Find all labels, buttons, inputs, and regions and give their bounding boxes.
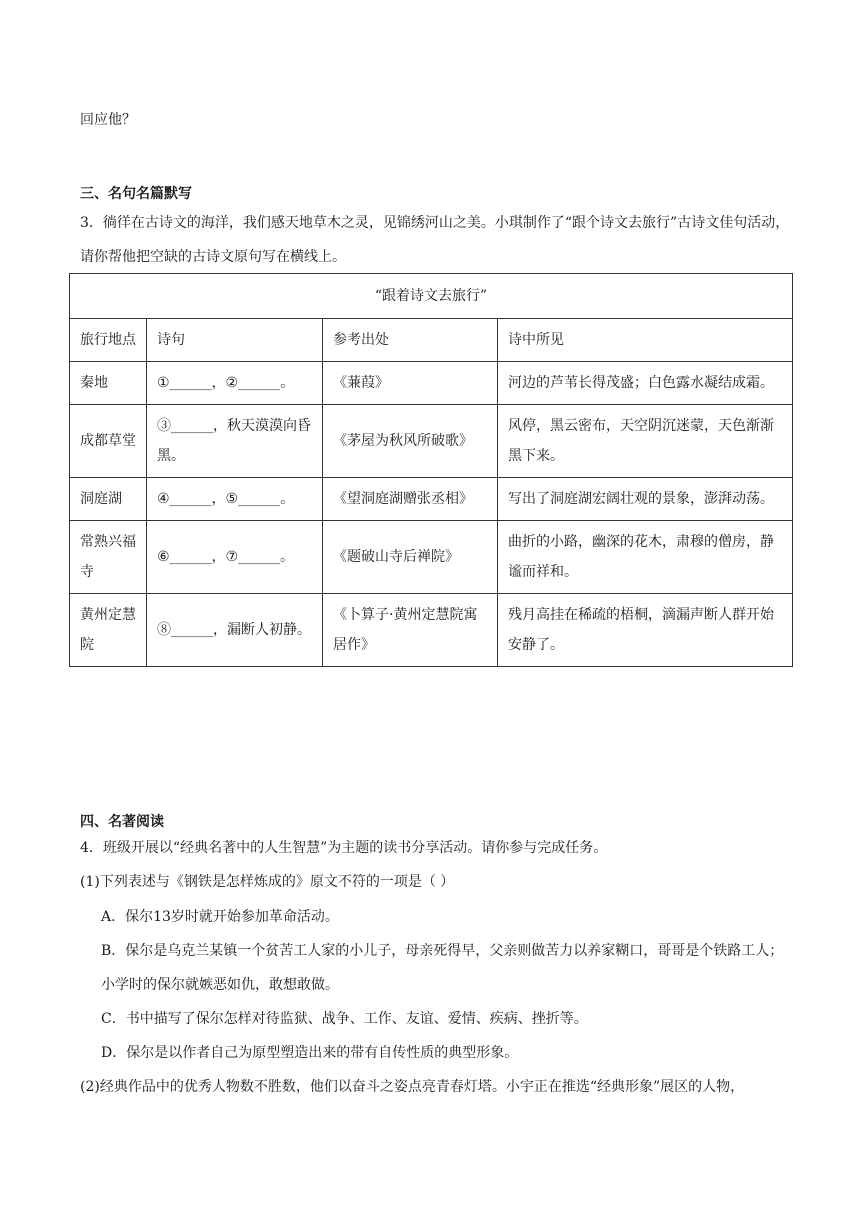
- cell-place: 秦地: [70, 362, 147, 405]
- cell-place: 常熟兴福寺: [70, 521, 147, 594]
- cell-place: 洞庭湖: [70, 478, 147, 521]
- cell-verse: ③______，秋天漠漠向昏黑。: [147, 405, 323, 478]
- cell-verse: ⑥______，⑦______。: [147, 521, 323, 594]
- cell-scene: 曲折的小路，幽深的花木，肃穆的僧房，静谧而祥和。: [498, 521, 793, 594]
- option-c: C．书中描写了保尔怎样对待监狱、战争、工作、友谊、爱情、疾病、挫折等。: [101, 1011, 588, 1027]
- cell-scene: 残月高挂在稀疏的梧桐，滴漏声断人群开始安静了。: [498, 594, 793, 667]
- cell-scene: 河边的芦苇长得茂盛；白色露水凝结成霜。: [498, 362, 793, 405]
- table-header-row: [70, 319, 793, 362]
- option-d: D．保尔是以作者自己为原型塑造出来的带有自传性质的典型形象。: [101, 1045, 519, 1061]
- cell-place: 黄州定慧院: [70, 594, 147, 667]
- sub-question-2: (2)经典作品中的优秀人物数不胜数，他们以奋斗之姿点亮青春灯塔。小宇正在推选“经典形象”展区的人物，: [80, 1079, 745, 1095]
- header-scene: 诗中所见: [498, 319, 793, 362]
- poem-table: [69, 273, 793, 667]
- header-place: 旅行地点: [70, 319, 147, 362]
- cell-verse: ④______，⑤______。: [147, 478, 323, 521]
- cell-source: 《题破山寺后禅院》: [323, 521, 498, 594]
- table-row: [70, 362, 793, 405]
- table-row: [70, 594, 793, 667]
- option-b: B．保尔是乌克兰某镇一个贫苦工人家的小儿子，母亲死得早，父亲则做苦力以养家糊口，哥哥是个铁路工人；小学时的保尔就嫉恶如仇，敢想敢做。: [101, 943, 784, 993]
- header-source: 参考出处: [323, 319, 498, 362]
- section3-heading: 三、名句名篇默写: [80, 186, 192, 202]
- cell-verse: ①______，②______。: [147, 362, 323, 405]
- cell-scene: 写出了洞庭湖宏阔壮观的景象，澎湃动荡。: [498, 478, 793, 521]
- cell-source: 《茅屋为秋风所破歌》: [323, 405, 498, 478]
- sub-question-1: (1)下列表述与《钢铁是怎样炼成的》原文不符的一项是（ ）: [80, 874, 455, 890]
- cell-scene: 风停，黑云密布，天空阴沉迷蒙，天色渐渐黑下来。: [498, 405, 793, 478]
- table-row: [70, 405, 793, 478]
- option-a: A．保尔13岁时就开始参加革命活动。: [101, 909, 339, 925]
- table-row: [70, 521, 793, 594]
- cell-place: 成都草堂: [70, 405, 147, 478]
- cell-source: 《蒹葭》: [323, 362, 498, 405]
- question-3: 3．徜徉在古诗文的海洋，我们感天地草木之灵，见锦绣河山之美。小琪制作了“跟个诗文去旅行”古诗文佳句活动，请你帮他把空缺的古诗文原句写在横线上。: [80, 215, 790, 265]
- question-4: 4．班级开展以“经典名著中的人生智慧”为主题的读书分享活动。请你参与完成任务。: [80, 840, 608, 856]
- table-title-row: [70, 274, 793, 319]
- cell-source: 《卜算子·黄州定慧院寓居作》: [323, 594, 498, 667]
- table-row: [70, 478, 793, 521]
- cell-source: 《望洞庭湖赠张丞相》: [323, 478, 498, 521]
- table-title: “跟着诗文去旅行”: [70, 274, 793, 319]
- cell-verse: ⑧______，漏断人初静。: [147, 594, 323, 667]
- section4-heading: 四、名著阅读: [80, 814, 164, 830]
- header-verse: 诗句: [147, 319, 323, 362]
- top-fragment: 回应他？: [80, 112, 136, 128]
